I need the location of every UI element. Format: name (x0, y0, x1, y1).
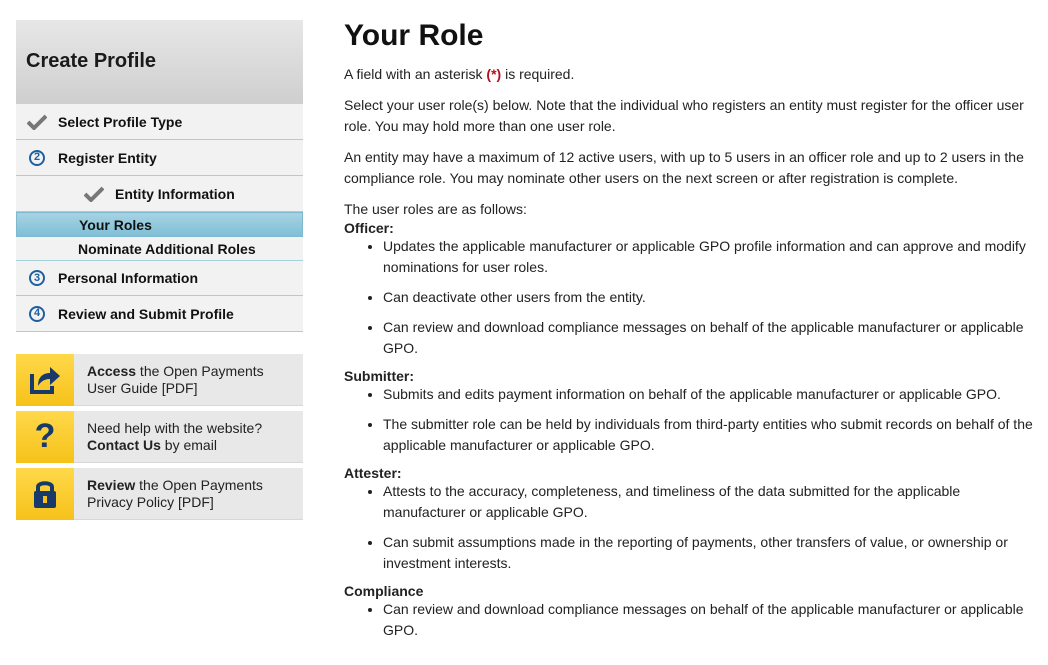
step-label: Review and Submit Profile (58, 305, 234, 322)
user-guide-link[interactable] (16, 354, 303, 406)
help-bold: Contact Us (87, 436, 161, 453)
help-text: Privacy Policy [PDF] (87, 493, 214, 510)
privacy-policy-link[interactable] (16, 468, 303, 520)
list-item: • Attests to the accuracy, completeness, and timeliness of the data submitted for the applicable manufacturer or applicable GPO. (383, 481, 1044, 523)
list-item: • Can review and download compliance messages on behalf of the applicable manufacturer or applicable GPO. (383, 317, 1044, 359)
roles-intro: The user roles are as follows: (344, 201, 527, 217)
role-list (344, 599, 1044, 641)
step-label: Entity Information (115, 185, 235, 202)
step-personal-information[interactable] (16, 260, 303, 296)
check-icon (16, 114, 58, 130)
role-title: Officer: (344, 220, 394, 236)
asterisk-note: A field with an asterisk (*) is required. (344, 66, 575, 82)
help-bold: Review (87, 476, 136, 493)
step-label: Personal Information (58, 270, 199, 286)
help-text: the Open Payments (136, 362, 264, 379)
role-title: Attester: (344, 465, 402, 481)
sidebar-title: Create Profile (26, 50, 157, 72)
help-text: Need help with the website? (87, 419, 263, 436)
step-number-icon: 2 (29, 150, 45, 166)
step-label: Register Entity (58, 149, 157, 166)
list-item: • The submitter role can be held by individuals from third-party entities who submit records on behalf of the applicable manufacturer or applicable GPO. (383, 414, 1044, 456)
required-asterisk: (*) (486, 66, 502, 82)
list-item: • Can submit assumptions made in the reporting of payments, other transfers of value, or ownership or investment interests. (383, 532, 1044, 574)
question-icon: ? (16, 411, 74, 463)
list-item: • Submits and edits payment information on behalf of the applicable manufacturer or applicable GPO. (383, 384, 1044, 405)
intro-paragraph: An entity may have a maximum of 12 active users, with up to 5 users in an officer role and up to 2 users in the compliance role. You may nominate other users on the next screen or after registration is complete. (344, 149, 1024, 186)
role-list (344, 384, 1044, 456)
step-select-profile-type[interactable] (16, 104, 303, 140)
list-item: • Can review and download compliance messages on behalf of the applicable manufacturer or applicable GPO. (383, 599, 1044, 641)
help-text: the Open Payments (135, 476, 263, 493)
role-title: Submitter: (344, 368, 414, 384)
step-label: Select Profile Type (58, 113, 183, 130)
step-number-icon: 3 (29, 270, 45, 286)
help-bold: Access (87, 362, 137, 379)
step-your-roles[interactable]: Your Roles (16, 212, 303, 237)
list-item: • Can deactivate other users from the entity. (383, 287, 1044, 308)
role-list (344, 236, 1044, 359)
step-entity-information[interactable] (16, 176, 303, 212)
contact-us-link[interactable] (16, 411, 303, 463)
help-text: User Guide [PDF] (87, 379, 198, 396)
step-register-entity[interactable] (16, 140, 303, 176)
sidebar (16, 20, 303, 520)
share-icon (16, 354, 74, 406)
list-item: • Updates the applicable manufacturer or applicable GPO profile information and can approve and modify nominations for user roles. (383, 236, 1044, 278)
role-title: Compliance (344, 583, 424, 599)
role-list (344, 481, 1044, 574)
step-nominate-additional-roles[interactable]: Nominate Additional Roles (16, 237, 303, 260)
help-text: by email (160, 436, 217, 453)
intro-paragraph: Select your user role(s) below. Note that the individual who registers an entity must register for the officer user role. You may hold more than one user role. (344, 97, 1024, 134)
sidebar-header (16, 20, 303, 104)
main-content (344, 18, 1044, 650)
check-icon (73, 186, 115, 202)
lock-icon (16, 468, 74, 520)
step-review-submit-profile[interactable] (16, 296, 303, 332)
step-number-icon: 4 (29, 306, 45, 322)
page-title: Your Role (344, 19, 484, 52)
